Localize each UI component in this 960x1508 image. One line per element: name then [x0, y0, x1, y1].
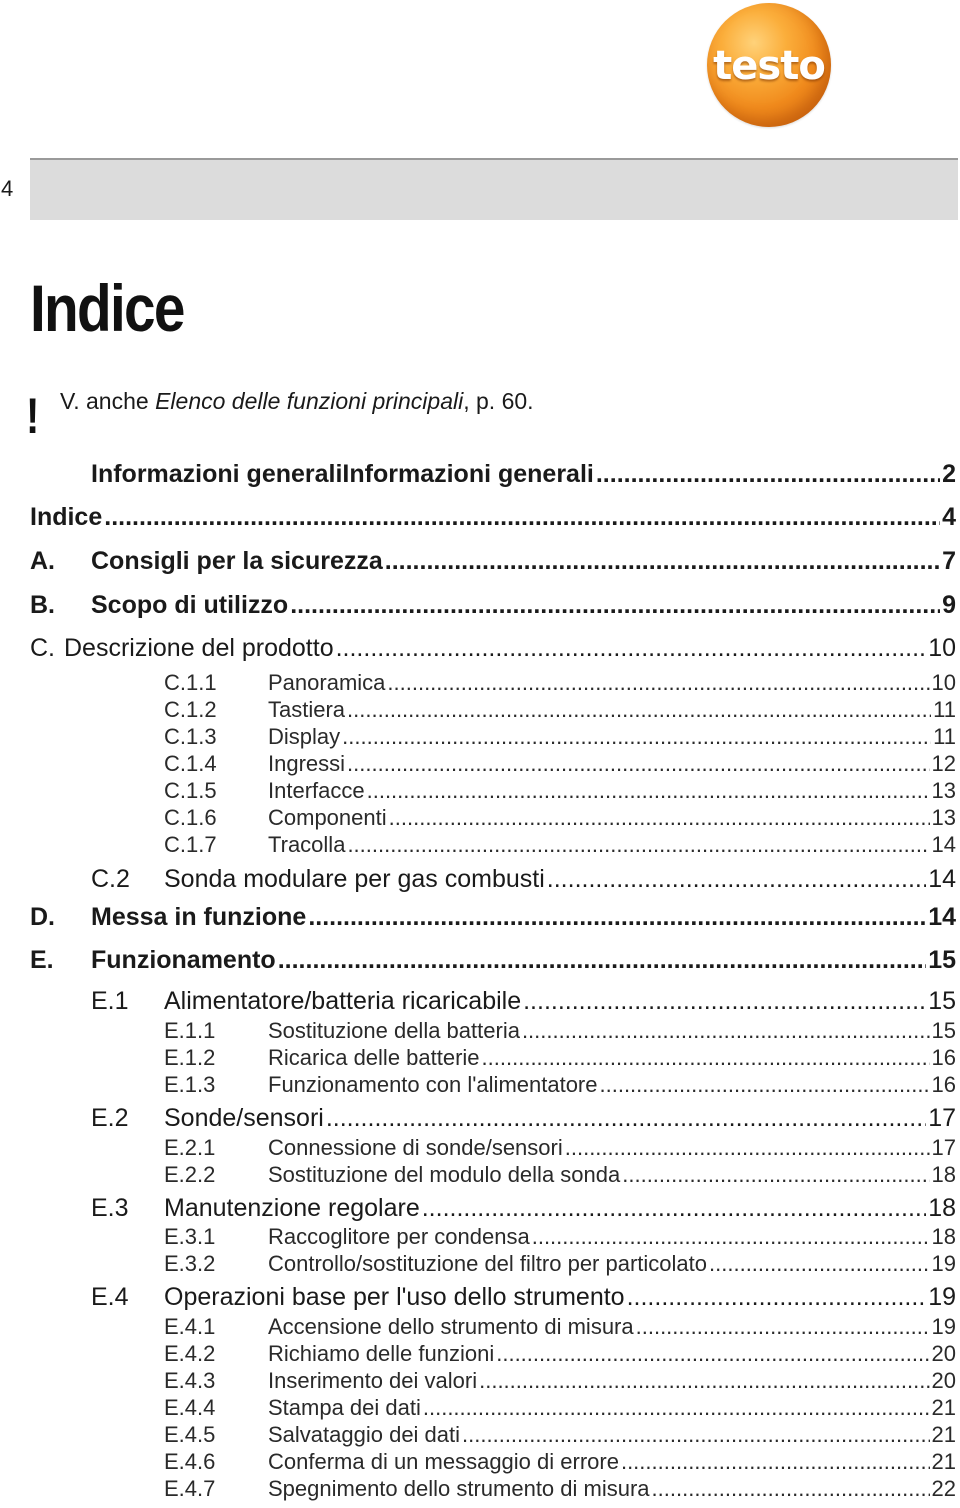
toc-entry-leader — [547, 865, 926, 894]
toc-entry-page: 20 — [931, 1368, 956, 1393]
toc-entry-title: Stampa dei dati — [268, 1395, 421, 1420]
note-link[interactable]: Elenco delle funzioni principali — [155, 388, 464, 414]
toc-entry-title: Connessione di sonde/sensori — [268, 1135, 563, 1160]
toc-entry-page: 14 — [928, 903, 956, 931]
toc-entry-page: 11 — [933, 724, 956, 749]
toc-entry[interactable] — [91, 865, 956, 894]
toc-entry[interactable] — [164, 1449, 956, 1475]
toc-entry-page: 14 — [928, 865, 956, 893]
toc-entry-page: 16 — [931, 1072, 956, 1097]
toc-entry-leader — [389, 805, 930, 831]
toc-entry-leader — [621, 1449, 930, 1475]
toc-entry-page: 21 — [931, 1422, 956, 1447]
toc-entry-number: E.3.1 — [164, 1224, 216, 1249]
toc-entry-page: 12 — [931, 751, 956, 776]
toc-entry-page: 18 — [931, 1162, 956, 1187]
toc-entry[interactable] — [30, 547, 956, 576]
toc-entry-number: E.4.7 — [164, 1476, 216, 1501]
toc-entry-number: E.2.2 — [164, 1162, 216, 1187]
toc-entry-title: Manutenzione regolare — [164, 1194, 420, 1222]
toc-entry[interactable] — [164, 1476, 956, 1502]
toc-entry-page: 4 — [942, 503, 956, 531]
toc-entry[interactable] — [30, 591, 956, 620]
toc-entry[interactable] — [164, 1072, 956, 1098]
toc-entry-leader — [482, 1045, 930, 1071]
toc-entry-number: E.4.1 — [164, 1314, 216, 1339]
toc-entry-leader — [326, 1104, 926, 1133]
toc-entry-page: 14 — [931, 832, 956, 857]
toc-entry[interactable] — [164, 1045, 956, 1071]
toc-entry-leader — [385, 547, 940, 576]
testo-logo — [707, 3, 831, 127]
toc-entry-leader — [290, 591, 940, 620]
toc-entry-page: 2 — [942, 460, 956, 488]
toc-entry-leader — [523, 987, 926, 1016]
toc-entry-title: Scopo di utilizzo — [91, 591, 289, 619]
toc-entry-leader — [104, 503, 940, 532]
toc-entry-leader — [347, 832, 929, 858]
toc-entry-title: Ricarica delle batterie — [268, 1045, 480, 1070]
toc-entry-number: C.1.5 — [164, 778, 217, 803]
toc-entry-leader — [278, 946, 926, 975]
toc-entry[interactable] — [164, 778, 956, 804]
toc-entry-title: Raccoglitore per condensa — [268, 1224, 530, 1249]
toc-entry-number: E.4.5 — [164, 1422, 216, 1447]
toc-entry[interactable] — [30, 946, 956, 975]
toc-entry[interactable] — [164, 1395, 956, 1421]
page-number: 4 — [1, 176, 14, 201]
toc-entry-number: E. — [30, 946, 54, 974]
toc-entry-number: C.1.1 — [164, 670, 217, 695]
toc-entry-title: Inserimento dei valori — [268, 1368, 478, 1393]
toc-entry-leader — [367, 778, 930, 804]
toc-entry-page: 15 — [931, 1018, 956, 1043]
toc-entry-number: C.2 — [91, 865, 130, 893]
warning-icon: ! — [26, 388, 40, 444]
toc-entry-title: Operazioni base per l'uso dello strumento — [164, 1283, 625, 1311]
toc-entry[interactable] — [164, 1368, 956, 1394]
toc-entry-number: B. — [30, 591, 55, 619]
toc-entry[interactable] — [30, 460, 956, 489]
toc-entry-page: 10 — [928, 634, 956, 662]
toc-entry-page: 13 — [931, 778, 956, 803]
toc-entry-title: Funzionamento — [91, 946, 276, 974]
note-prefix: V. anche — [60, 388, 156, 414]
toc-entry-number: C. — [30, 634, 55, 662]
toc-entry[interactable] — [164, 697, 956, 723]
toc-entry-title: Controllo/sostituzione del filtro per particolato — [268, 1251, 708, 1276]
toc-entry-page: 21 — [931, 1395, 956, 1420]
toc-entry-title: Ingressi — [268, 751, 346, 776]
toc-entry[interactable] — [164, 1224, 956, 1250]
toc-entry-number: E.4.2 — [164, 1341, 216, 1366]
toc-entry-page: 13 — [931, 805, 956, 830]
toc-entry-number: E.1.1 — [164, 1018, 216, 1043]
toc-entry[interactable] — [30, 503, 956, 532]
toc-entry-title: Accensione dello strumento di misura — [268, 1314, 634, 1339]
toc-entry-number: E.2 — [91, 1104, 129, 1132]
toc-entry-number: E.3.2 — [164, 1251, 216, 1276]
toc-entry-number: E.4 — [91, 1283, 129, 1311]
toc-entry-number: D. — [30, 903, 55, 931]
toc-entry-number: E.3 — [91, 1194, 129, 1222]
toc-entry[interactable] — [91, 1194, 956, 1223]
toc-entry-title: Consigli per la sicurezza — [91, 547, 383, 575]
toc-entry-number: C.1.2 — [164, 697, 217, 722]
toc-entry-title: Informazioni generaliInformazioni generali — [91, 460, 594, 488]
toc-entry-leader — [622, 1162, 929, 1188]
toc-entry-page: 15 — [928, 987, 956, 1015]
toc-entry-number: E.2.1 — [164, 1135, 216, 1160]
toc-entry-number: E.1.2 — [164, 1045, 216, 1070]
toc-entry[interactable] — [164, 751, 956, 777]
toc-entry-title: Tracolla — [268, 832, 346, 857]
toc-entry-number: E.4.3 — [164, 1368, 216, 1393]
toc-entry-leader — [462, 1422, 929, 1448]
toc-entry[interactable] — [164, 805, 956, 831]
toc-entry-page: 7 — [942, 547, 956, 575]
toc-entry-leader — [496, 1341, 929, 1367]
toc-entry-title: Sostituzione del modulo della sonda — [268, 1162, 621, 1187]
toc-entry-leader — [600, 1072, 930, 1098]
toc-entry-page: 18 — [931, 1224, 956, 1249]
toc-entry[interactable] — [91, 1104, 956, 1133]
note-suffix: , p. 60. — [463, 388, 534, 414]
toc-entry-title: Sonde/sensori — [164, 1104, 324, 1132]
header-band — [30, 158, 958, 220]
toc-entry[interactable] — [164, 1135, 956, 1161]
toc-entry-leader — [627, 1283, 927, 1312]
toc-entry-leader — [532, 1224, 930, 1250]
toc-entry-number: C.1.3 — [164, 724, 217, 749]
toc-entry-leader — [387, 670, 929, 696]
toc-entry-page: 10 — [931, 670, 956, 695]
toc-entry-number: A. — [30, 547, 55, 575]
toc-entry[interactable] — [164, 1422, 956, 1448]
toc-entry-page: 19 — [928, 1283, 956, 1311]
toc-entry-leader — [652, 1476, 930, 1502]
toc-entry[interactable] — [30, 634, 956, 663]
toc-entry-title: Richiamo delle funzioni — [268, 1341, 495, 1366]
toc-entry[interactable] — [91, 987, 956, 1016]
toc-entry-title: Alimentatore/batteria ricaricabile — [164, 987, 522, 1015]
toc-entry-title: Descrizione del prodotto — [64, 634, 334, 662]
toc-entry-page: 15 — [928, 946, 956, 974]
toc-entry-page: 21 — [931, 1449, 956, 1474]
toc-entry-page: 11 — [933, 697, 956, 722]
toc-entry-leader — [347, 751, 929, 777]
toc-entry-page: 19 — [931, 1314, 956, 1339]
toc-entry[interactable] — [164, 1251, 956, 1277]
toc-entry[interactable] — [164, 1341, 956, 1367]
toc-entry-title: Sostituzione della batteria — [268, 1018, 520, 1043]
toc-entry-page: 17 — [931, 1135, 956, 1160]
toc-entry-title: Conferma di un messaggio di errore — [268, 1449, 619, 1474]
toc-entry-title: Sonda modulare per gas combusti — [164, 865, 545, 893]
toc-entry-page: 19 — [931, 1251, 956, 1276]
toc-entry[interactable] — [164, 724, 956, 750]
toc-entry-number: E.1 — [91, 987, 129, 1015]
toc-entry-title: Spegnimento dello strumento di misura — [268, 1476, 650, 1501]
toc-entry-number: C.1.6 — [164, 805, 217, 830]
logo-wordmark: testo — [713, 43, 825, 89]
toc-entry-page: 22 — [931, 1476, 956, 1501]
toc-entry-title: Indice — [30, 503, 103, 531]
toc-entry-title: Panoramica — [268, 670, 386, 695]
toc-entry-number: E.1.3 — [164, 1072, 216, 1097]
toc-entry-page: 17 — [928, 1104, 956, 1132]
toc-entry-leader — [308, 903, 926, 932]
toc-entry-leader — [479, 1368, 929, 1394]
toc-entry-leader — [422, 1194, 926, 1223]
toc-entry-title: Messa in funzione — [91, 903, 307, 931]
toc-entry-leader — [423, 1395, 930, 1421]
toc-entry-leader — [342, 724, 931, 750]
toc-entry-title: Tastiera — [268, 697, 346, 722]
toc-entry-page: 9 — [942, 591, 956, 619]
toc-entry-page: 20 — [931, 1341, 956, 1366]
toc-entry[interactable] — [164, 1018, 956, 1044]
toc-entry-number: E.4.6 — [164, 1449, 216, 1474]
toc-entry-leader — [565, 1135, 930, 1161]
toc-entry-number: C.1.4 — [164, 751, 217, 776]
toc-entry[interactable] — [164, 670, 956, 696]
toc-entry-leader — [636, 1314, 930, 1340]
toc-entry-leader — [522, 1018, 930, 1044]
toc-entry-title: Interfacce — [268, 778, 365, 803]
toc-entry-leader — [336, 634, 927, 663]
toc-entry[interactable] — [30, 903, 956, 932]
toc-entry-number: E.4.4 — [164, 1395, 216, 1420]
page-title: Indice — [30, 271, 184, 345]
toc-entry-leader — [596, 460, 940, 489]
toc-entry-title: Funzionamento con l'alimentatore — [268, 1072, 598, 1097]
note-text — [60, 388, 534, 415]
toc-entry[interactable] — [91, 1283, 956, 1312]
toc-entry-leader — [709, 1251, 930, 1277]
toc-entry-title: Salvataggio dei dati — [268, 1422, 461, 1447]
toc-entry-page: 16 — [931, 1045, 956, 1070]
toc-entry[interactable] — [164, 1314, 956, 1340]
toc-entry-page: 18 — [928, 1194, 956, 1222]
toc-entry[interactable] — [164, 1162, 956, 1188]
toc-entry-title: Display — [268, 724, 341, 749]
toc-entry-title: Componenti — [268, 805, 387, 830]
toc-entry-leader — [347, 697, 931, 723]
toc-entry[interactable] — [164, 832, 956, 858]
toc-entry-number: C.1.7 — [164, 832, 217, 857]
